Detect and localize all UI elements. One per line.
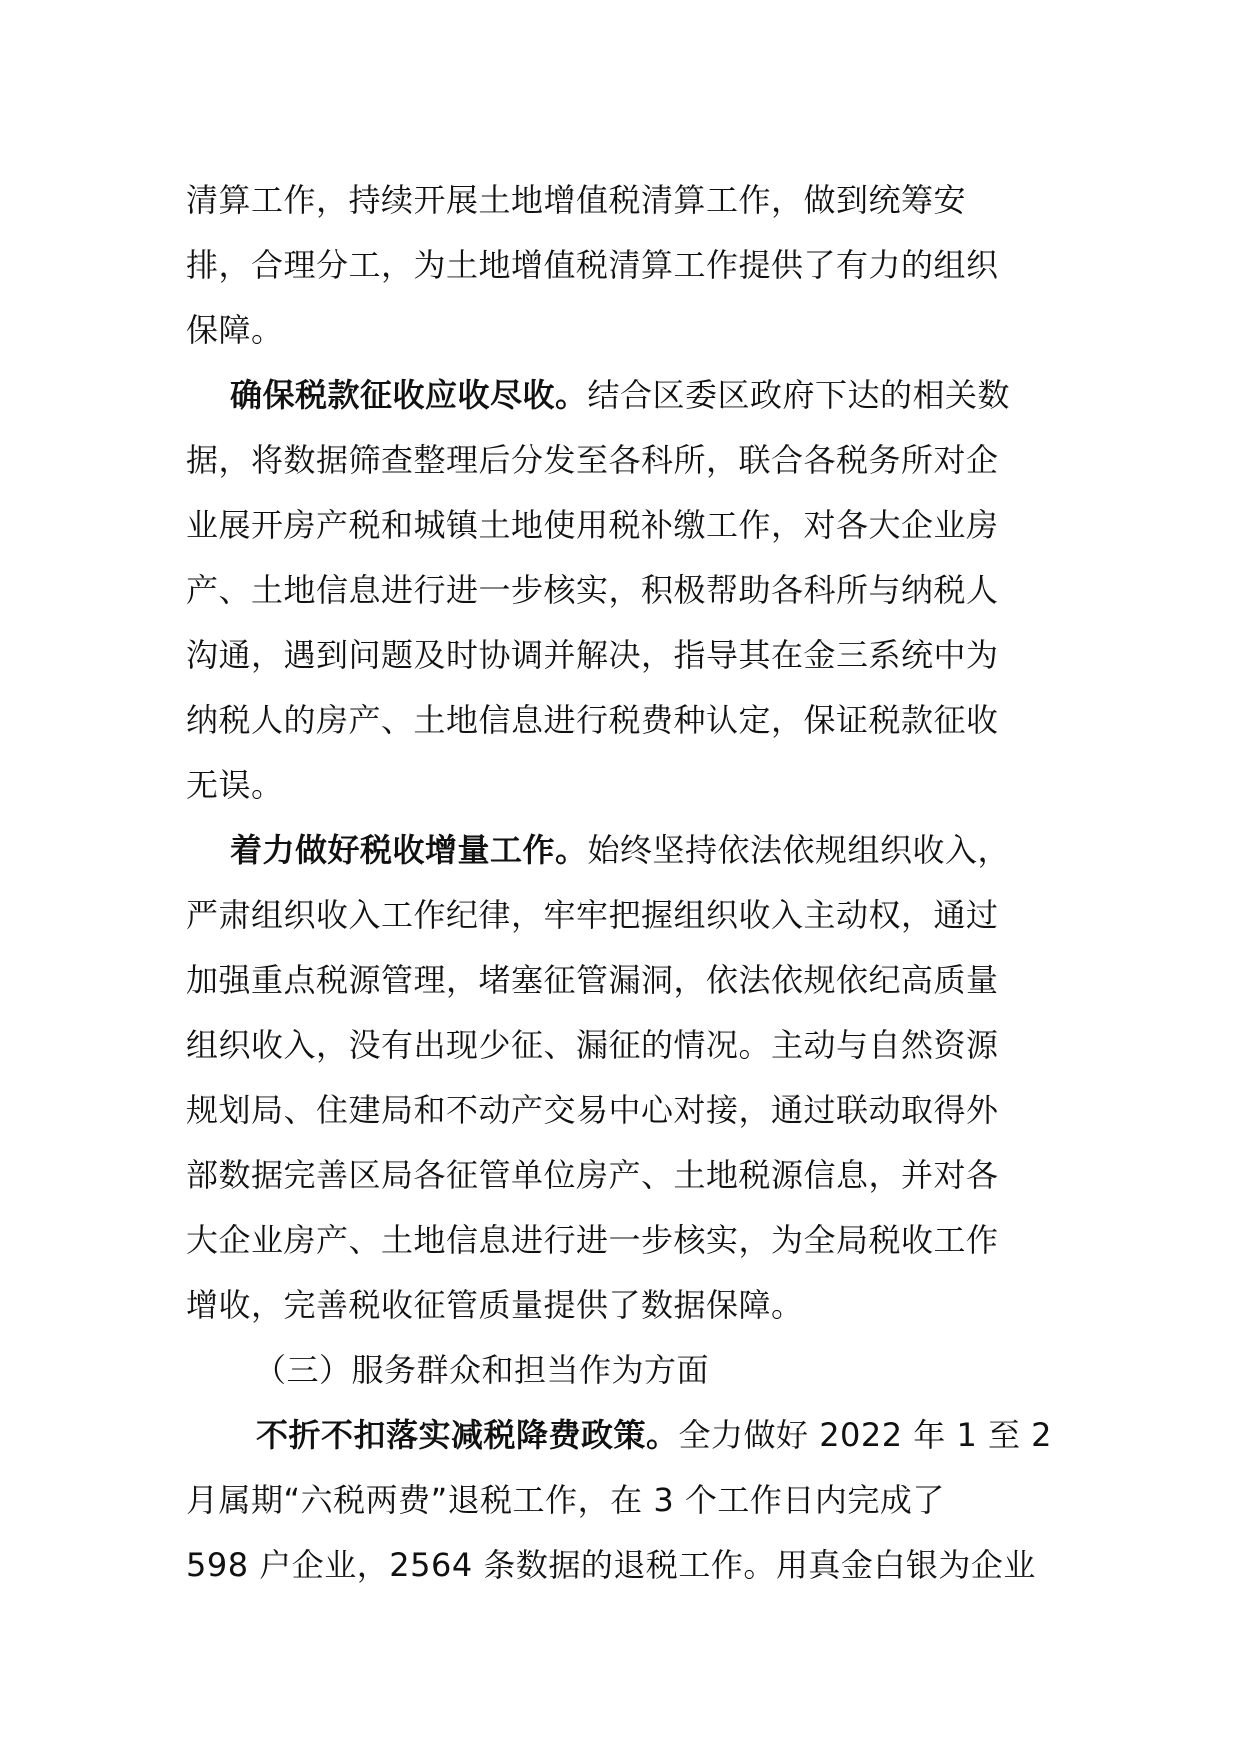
text-line: 严肃组织收入工作纪律，牢牢把握组织收入主动权，通过 <box>186 896 999 934</box>
paragraph-heading-line: 确保税款征收应收尽收。结合区委区政府下达的相关数 <box>230 376 1011 414</box>
text-line: 规划局、住建局和不动产交易中心对接，通过联动取得外 <box>186 1091 999 1129</box>
text-line: 纳税人的房产、土地信息进行税费种认定，保证税款征收 <box>186 701 999 739</box>
text-line: 无误。 <box>186 766 284 804</box>
paragraph-heading-line: 不折不扣落实减税降费政策。全力做好 2022 年 1 至 2 <box>256 1416 1053 1454</box>
text-line: 增收，完善税收征管质量提供了数据保障。 <box>186 1286 804 1324</box>
text-line: 产、土地信息进行进一步核实，积极帮助各科所与纳税人 <box>186 571 999 609</box>
text-line: 排，合理分工，为土地增值税清算工作提供了有力的组织 <box>186 246 999 284</box>
paragraph-heading: 不折不扣落实减税降费政策。 <box>256 1416 679 1454</box>
paragraph-heading-line: 着力做好税收增量工作。始终坚持依法依规组织收入， <box>230 831 1011 869</box>
text-line: 部数据完善区局各征管单位房产、土地税源信息，并对各 <box>186 1156 999 1194</box>
text-line: 大企业房产、土地信息进行进一步核实，为全局税收工作 <box>186 1221 999 1259</box>
section-heading: （三）服务群众和担当作为方面 <box>254 1351 710 1389</box>
document-body <box>186 168 1056 1598</box>
paragraph-heading: 着力做好税收增量工作。 <box>230 831 588 869</box>
text-line: 组织收入，没有出现少征、漏征的情况。主动与自然资源 <box>186 1026 999 1064</box>
text-line: 据，将数据筛查整理后分发至各科所，联合各税务所对企 <box>186 441 999 479</box>
text-line: 清算工作，持续开展土地增值税清算工作，做到统筹安 <box>186 181 967 219</box>
text-line: 598 户企业，2564 条数据的退税工作。用真金白银为企业 <box>186 1546 1036 1584</box>
text-line: 业展开房产税和城镇土地使用税补缴工作，对各大企业房 <box>186 506 999 544</box>
text-line: 月属期“六税两费”退税工作，在 3 个工作日内完成了 <box>186 1481 945 1519</box>
text-line: 沟通，遇到问题及时协调并解决，指导其在金三系统中为 <box>186 636 999 674</box>
text-line: 保障。 <box>186 311 284 349</box>
text-line: 加强重点税源管理，堵塞征管漏洞，依法依规依纪高质量 <box>186 961 999 999</box>
paragraph-heading: 确保税款征收应收尽收。 <box>230 376 588 414</box>
